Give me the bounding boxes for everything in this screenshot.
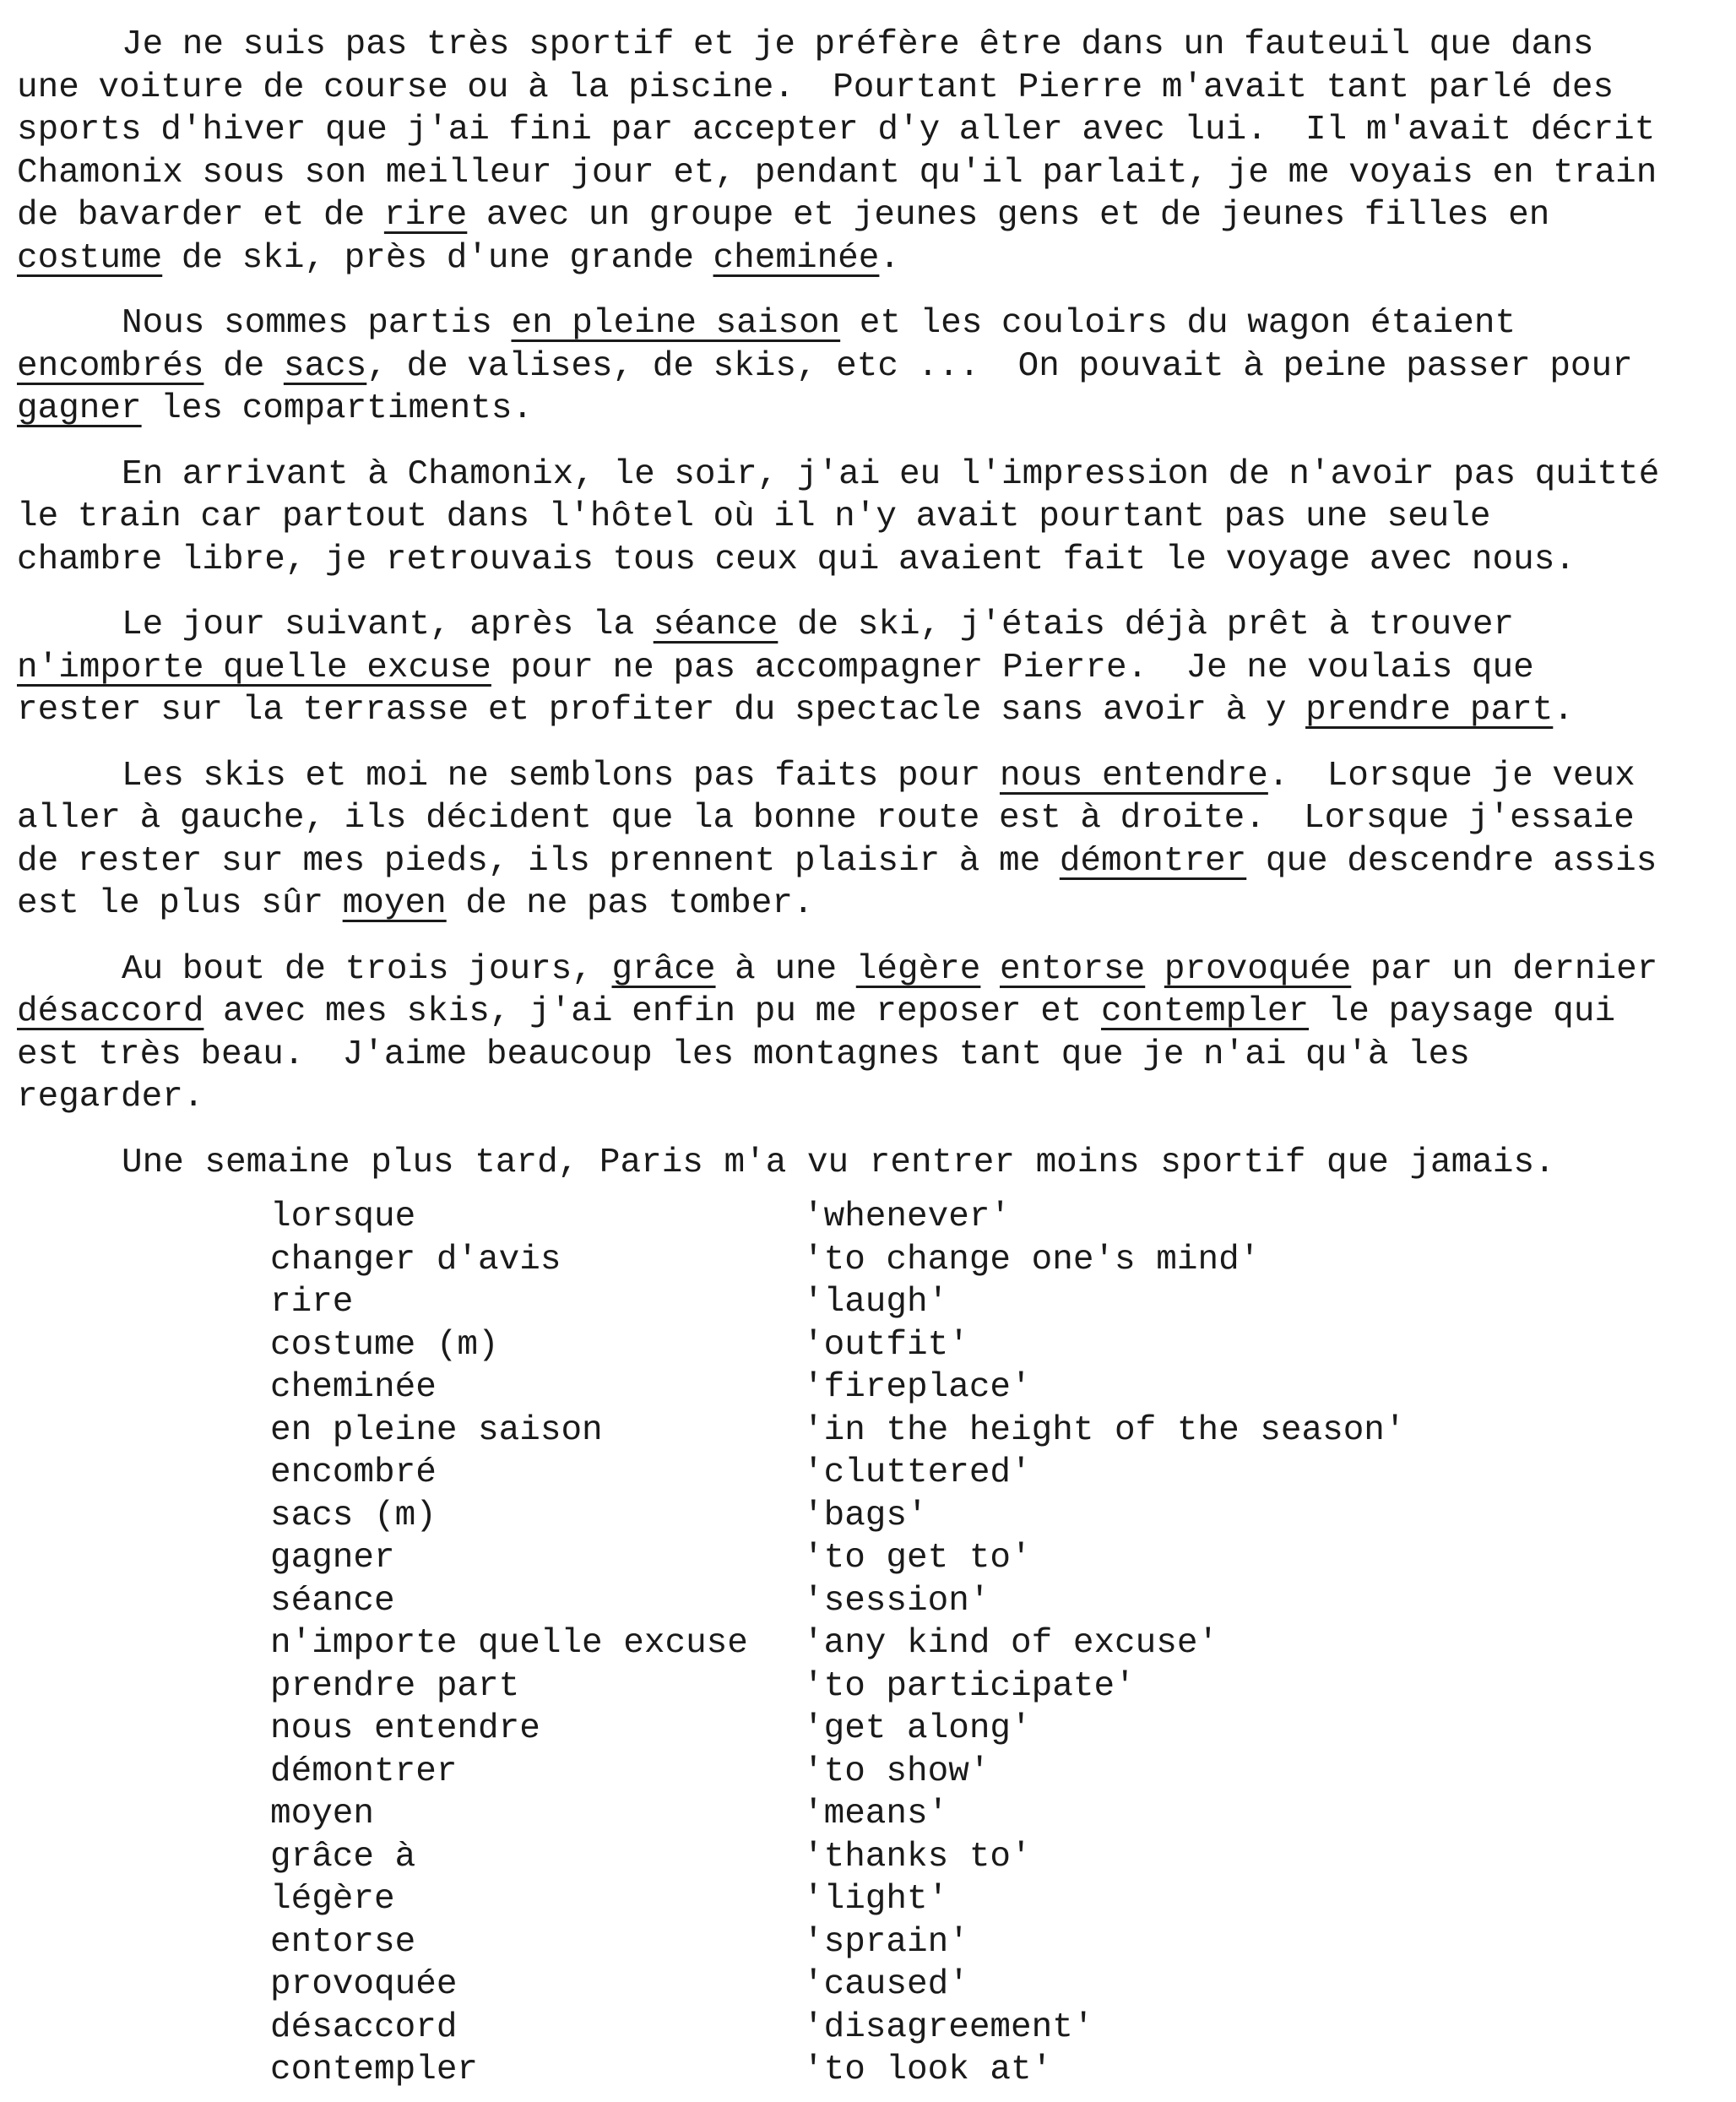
english-gloss: 'thanks to' <box>803 1837 1032 1877</box>
french-term: sacs (m) <box>270 1496 437 1535</box>
underlined-term: en pleine saison <box>511 304 841 343</box>
underlined-term: grâce <box>611 949 716 989</box>
french-term: moyen <box>270 1795 375 1833</box>
english-gloss: 'laugh' <box>803 1283 949 1322</box>
vocabulary-row <box>17 1452 1722 1495</box>
english-gloss: 'whenever' <box>803 1198 1012 1236</box>
text-run: est le plus sûr <box>17 884 343 923</box>
text-run: . <box>879 238 900 278</box>
underlined-term: désaccord <box>17 992 204 1031</box>
text-line <box>17 302 1722 345</box>
text-run: avec mes skis, j'ai enfin pu me reposer et <box>203 992 1102 1031</box>
vocabulary-row <box>17 1878 1722 1921</box>
english-gloss: 'get along' <box>803 1709 1032 1748</box>
text-line <box>17 496 1722 539</box>
text-run: pour ne pas accompagner Pierre. Je ne voulais que <box>491 648 1534 687</box>
text-line <box>17 388 1722 431</box>
vocabulary-row <box>17 1793 1722 1836</box>
underlined-term: nous entendre <box>999 756 1268 796</box>
text-run: , de valises, de skis, etc ... On pouvait à peine passer pour <box>366 346 1633 386</box>
text-run: de rester sur mes pieds, ils prennent plaisir à me <box>17 841 1060 881</box>
text-run: de bavarder et de <box>17 196 384 235</box>
french-term: grâce à <box>270 1837 416 1877</box>
text-line <box>17 109 1722 152</box>
english-gloss: 'means' <box>803 1795 949 1833</box>
vocabulary-row <box>17 1580 1722 1623</box>
paragraph <box>17 604 1722 732</box>
text-run: et les couloirs du wagon étaient <box>840 304 1516 343</box>
english-gloss: 'to look at' <box>803 2050 1053 2089</box>
vocabulary-row <box>17 1708 1722 1751</box>
french-term: contempler <box>270 2050 479 2089</box>
text-run: par un dernier <box>1351 949 1658 989</box>
text-run: sports d'hiver que j'ai fini par accepter d'y aller avec lui. Il m'avait décrit <box>17 111 1656 149</box>
text-run: Au bout de trois jours, <box>122 949 612 989</box>
story-text <box>17 24 1722 1119</box>
underlined-term: contempler <box>1101 992 1310 1031</box>
english-gloss: 'bags' <box>803 1496 928 1535</box>
text-line <box>17 1076 1722 1119</box>
text-run: une voiture de course ou à la piscine. Pourtant Pierre m'avait tant parlé des <box>17 68 1614 107</box>
french-term: costume (m) <box>270 1325 499 1365</box>
underlined-term: sacs <box>283 346 367 386</box>
underlined-term: démontrer <box>1059 841 1247 881</box>
text-run: Chamonix sous son meilleur jour et, pendant qu'il parlait, je me voyais en train <box>17 153 1657 193</box>
vocabulary-row <box>17 1836 1722 1879</box>
text-run: En arrivant à Chamonix, le soir, j'ai eu l'impression de n'avoir pas quitté <box>122 454 1660 494</box>
english-gloss: 'light' <box>803 1880 949 1919</box>
text-line <box>17 755 1722 798</box>
underlined-term: rire <box>383 196 468 235</box>
vocabulary-row <box>17 1409 1722 1453</box>
french-term: démontrer <box>270 1752 458 1791</box>
text-run <box>1145 950 1164 989</box>
english-gloss: 'caused' <box>803 1965 969 2004</box>
english-gloss: 'cluttered' <box>803 1453 1032 1492</box>
french-term: en pleine saison <box>270 1410 603 1450</box>
french-term: cheminée <box>270 1368 437 1407</box>
underlined-term: légère <box>855 949 981 989</box>
text-line <box>17 797 1722 840</box>
underlined-term: provoquée <box>1164 949 1352 989</box>
text-run: chambre libre, je retrouvais tous ceux qui avaient fait le voyage avec nous. <box>17 540 1576 579</box>
english-gloss: 'to change one's mind' <box>803 1240 1261 1279</box>
text-line <box>17 454 1722 497</box>
vocabulary-row <box>17 1281 1722 1324</box>
paragraph <box>17 948 1722 1119</box>
french-term: provoquée <box>270 1965 458 2004</box>
text-line <box>17 1034 1722 1077</box>
text-run: regarder. <box>17 1078 204 1116</box>
text-line <box>17 345 1722 388</box>
french-term: n'importe quelle excuse <box>270 1624 748 1663</box>
text-run: aller à gauche, ils décident que la bonne route est à droite. Lorsque j'essaie <box>17 799 1635 838</box>
french-term: gagner <box>270 1539 395 1578</box>
text-run: à une <box>715 949 856 989</box>
text-line <box>17 194 1722 237</box>
text-run: . <box>1553 691 1574 730</box>
english-gloss: 'fireplace' <box>803 1368 1032 1407</box>
english-gloss: 'sprain' <box>803 1922 969 1962</box>
english-gloss: 'to show' <box>803 1752 990 1791</box>
vocabulary-row <box>17 1495 1722 1538</box>
text-line <box>17 539 1722 582</box>
text-run: Je ne suis pas très sportif et je préfère être dans un fauteuil que dans <box>122 25 1594 64</box>
underlined-term: séance <box>653 606 778 644</box>
underlined-term: entorse <box>1000 949 1146 989</box>
text-run: le train car partout dans l'hôtel où il n'y avait pourtant pas une seule <box>17 497 1491 536</box>
text-line <box>17 689 1722 732</box>
english-gloss: 'outfit' <box>803 1325 969 1365</box>
english-gloss: 'any kind of excuse' <box>803 1624 1219 1663</box>
english-gloss: 'session' <box>803 1581 990 1621</box>
text-line <box>17 24 1722 67</box>
vocabulary-row <box>17 1622 1722 1665</box>
underlined-term: prendre part <box>1305 691 1554 730</box>
vocabulary-row <box>17 1196 1722 1239</box>
french-term: séance <box>270 1581 395 1621</box>
french-term: légère <box>270 1880 395 1919</box>
vocabulary-list <box>17 1196 1722 2092</box>
english-gloss: 'to get to' <box>803 1539 1032 1578</box>
text-line <box>17 67 1722 110</box>
english-gloss: 'disagreement' <box>803 2007 1094 2047</box>
paragraph <box>17 24 1722 280</box>
underlined-term: n'importe quelle excuse <box>17 648 491 687</box>
vocabulary-row <box>17 2007 1722 2050</box>
vocabulary-row <box>17 1751 1722 1794</box>
underlined-term: moyen <box>342 884 447 923</box>
text-run: les compartiments. <box>141 389 534 428</box>
underlined-term: cheminée <box>713 238 880 278</box>
french-term: rire <box>270 1283 354 1322</box>
underlined-term: gagner <box>17 389 142 428</box>
text-run: de ski, j'étais déjà prêt à trouver <box>778 606 1515 644</box>
text-run <box>980 950 1000 989</box>
text-run: Les skis et moi ne semblons pas faits pour <box>122 756 1000 796</box>
text-line <box>17 991 1722 1034</box>
text-run: Nous sommes partis <box>122 304 512 343</box>
text-line <box>17 152 1722 195</box>
text-run: de ne pas tomber. <box>446 884 814 923</box>
english-gloss: 'to participate' <box>803 1666 1136 1706</box>
text-run: le paysage qui <box>1309 992 1616 1031</box>
french-term: prendre part <box>270 1666 520 1706</box>
text-run: que descendre assis <box>1246 841 1657 881</box>
text-run: de <box>203 346 284 386</box>
french-term: lorsque <box>270 1198 416 1236</box>
text-run: . Lorsque je veux <box>1267 756 1636 796</box>
french-term: encombré <box>270 1453 437 1492</box>
text-run: de ski, près d'une grande <box>162 238 713 278</box>
french-term: désaccord <box>270 2007 458 2047</box>
text-line <box>17 647 1722 690</box>
paragraph <box>17 302 1722 431</box>
underlined-term: encombrés <box>17 346 204 386</box>
vocabulary-row <box>17 2049 1722 2092</box>
text-line <box>17 237 1722 280</box>
text-run: rester sur la terrasse et profiter du spectacle sans avoir à y <box>17 691 1306 730</box>
vocabulary-row <box>17 1963 1722 2007</box>
text-line <box>17 883 1722 926</box>
vocabulary-row <box>17 1366 1722 1409</box>
french-term: entorse <box>270 1922 416 1962</box>
document-page <box>17 24 1722 2092</box>
text-run: avec un groupe et jeunes gens et de jeunes filles en <box>467 196 1550 235</box>
text-line <box>17 840 1722 883</box>
french-term: changer d'avis <box>270 1240 561 1279</box>
text-run: Le jour suivant, après la <box>122 606 654 644</box>
french-term: nous entendre <box>270 1709 540 1748</box>
text-line <box>17 604 1722 647</box>
underlined-term: costume <box>17 238 163 278</box>
paragraph <box>17 454 1722 582</box>
vocabulary-row <box>17 1324 1722 1367</box>
text-line <box>17 948 1722 991</box>
vocabulary-row <box>17 1239 1722 1282</box>
text-run: est très beau. J'aime beaucoup les montagnes tant que je n'ai qu'à les <box>17 1035 1470 1074</box>
vocabulary-row <box>17 1665 1722 1708</box>
english-gloss: 'in the height of the season' <box>803 1410 1406 1450</box>
vocabulary-row <box>17 1537 1722 1580</box>
vocabulary-row <box>17 1921 1722 1964</box>
paragraph <box>17 755 1722 926</box>
closing-sentence: Une semaine plus tard, Paris m'a vu rentrer moins sportif que jamais. <box>122 1143 1555 1182</box>
